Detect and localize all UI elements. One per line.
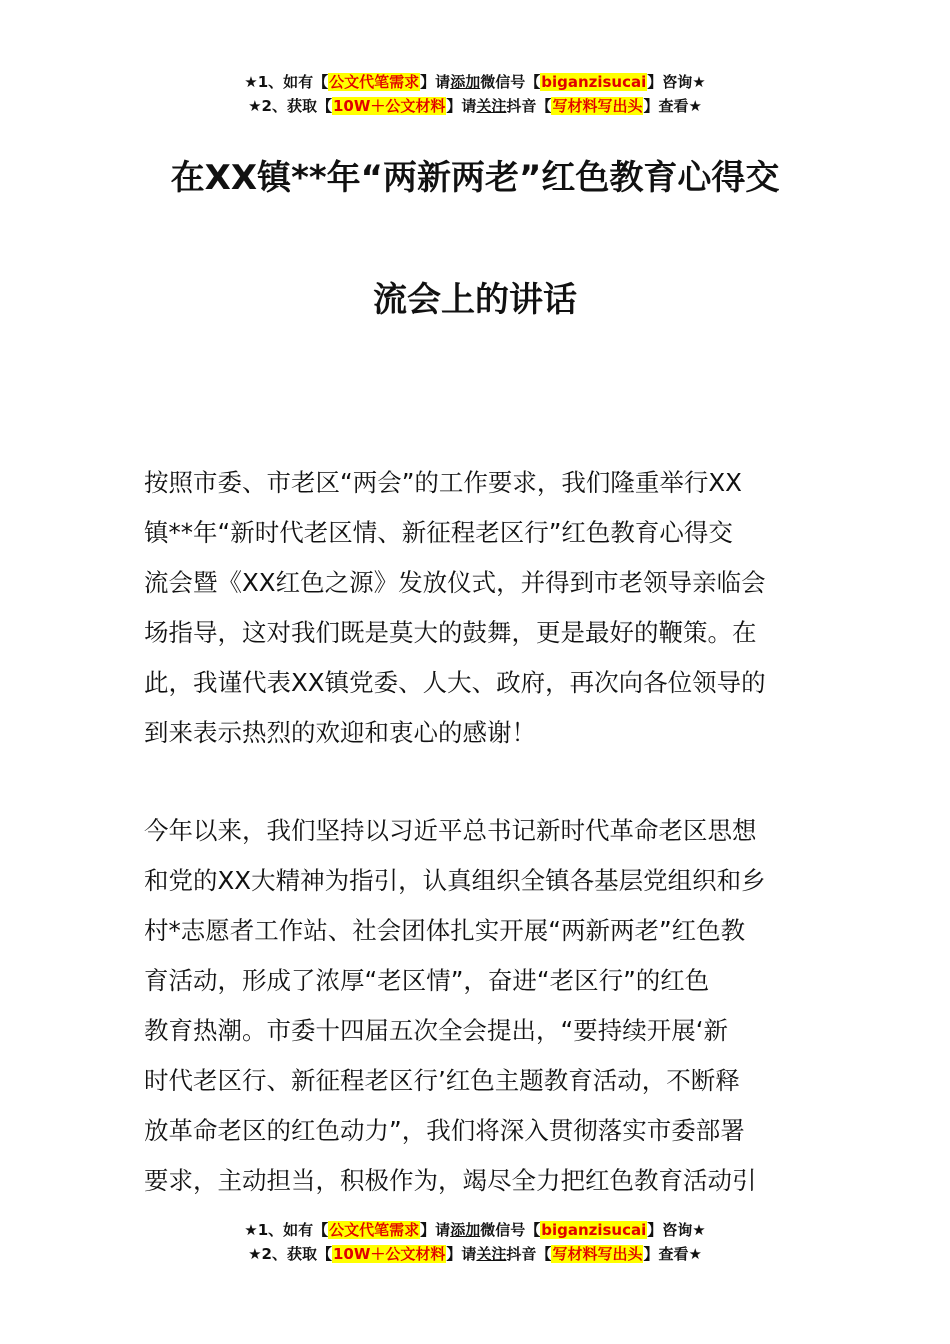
paragraph-line: 时代老区行、新征程老区行’红色主题教育活动，不断释: [144, 1066, 740, 1095]
banner-text: 】请: [446, 97, 477, 115]
banner-text: ★2、获取【: [248, 97, 332, 115]
banner-wechat-id: biganzisucai: [541, 1221, 647, 1239]
banner-line-2: [0, 1242, 950, 1266]
banner-underlined-text: 添加: [450, 1221, 481, 1239]
banner-text: 微信号【: [480, 73, 541, 91]
banner-underlined-text: 添加: [450, 73, 481, 91]
banner-douyin-name: 写材料写出头: [552, 97, 643, 115]
banner-text: ★1、如有【: [244, 73, 329, 91]
document-title-line-2: 流会上的讲话: [373, 280, 577, 320]
document-title-line-1: 在XX镇**年“两新两老”红色教育心得交: [170, 158, 780, 198]
banner-text: ★2、获取【: [248, 1245, 332, 1263]
banner-line-1: [0, 1218, 950, 1242]
banner-douyin-name: 写材料写出头: [552, 1245, 643, 1263]
paragraph-line: 今年以来，我们坚持以习近平总书记新时代革命老区思想: [144, 816, 757, 845]
banner-text: 抖音【: [506, 1245, 552, 1263]
paragraph-line: 流会暨《XX红色之源》发放仪式，并得到市老领导亲临会: [144, 568, 766, 597]
paragraph-line: 到来表示热烈的欢迎和衷心的感谢！: [144, 718, 536, 747]
banner-text: 】请: [420, 73, 451, 91]
banner-highlight: 公文代笔需求: [329, 1221, 420, 1239]
paragraph-line: 镇**年“新时代老区情、新征程老区行”红色教育心得交: [144, 518, 733, 547]
banner-text: 】查看★: [643, 97, 702, 115]
banner-text: 】请: [446, 1245, 477, 1263]
banner-underlined-text: 关注: [476, 97, 507, 115]
banner-text: ★1、如有【: [244, 1221, 329, 1239]
banner-highlight: 10W＋公文材料: [332, 1245, 446, 1263]
banner-text: 】查看★: [643, 1245, 702, 1263]
header-banner: [0, 70, 950, 118]
footer-banner: [0, 1218, 950, 1266]
paragraph-line: 村*志愿者工作站、社会团体扎实开展“两新两老”红色教: [144, 916, 746, 945]
banner-text: 】咨询★: [647, 73, 706, 91]
banner-line-2: [0, 94, 950, 118]
banner-highlight: 10W＋公文材料: [332, 97, 446, 115]
paragraph-line: 此，我谨代表XX镇党委、人大、政府，再次向各位领导的: [144, 668, 766, 697]
banner-highlight: 公文代笔需求: [329, 73, 420, 91]
body-paragraph-2: [144, 806, 808, 1206]
paragraph-line: 场指导，这对我们既是莫大的鼓舞，更是最好的鞭策。在: [144, 618, 757, 647]
paragraph-line: 育活动，形成了浓厚“老区情”，奋进“老区行”的红色: [144, 966, 710, 995]
paragraph-line: 和党的XX大精神为指引，认真组织全镇各基层党组织和乡: [144, 866, 766, 895]
paragraph-line: 教育热潮。市委十四届五次全会提出，“要持续开展‘新: [144, 1016, 728, 1045]
banner-text: 】请: [420, 1221, 451, 1239]
banner-text: 】咨询★: [647, 1221, 706, 1239]
body-paragraph-1: [144, 458, 808, 758]
paragraph-line: 放革命老区的红色动力”，我们将深入贯彻落实市委部署: [144, 1116, 745, 1145]
banner-wechat-id: biganzisucai: [541, 73, 647, 91]
banner-line-1: [0, 70, 950, 94]
banner-underlined-text: 关注: [476, 1245, 507, 1263]
banner-text: 微信号【: [480, 1221, 541, 1239]
paragraph-line: 按照市委、市老区“两会”的工作要求，我们隆重举行XX: [144, 468, 742, 497]
paragraph-line: 要求，主动担当，积极作为，竭尽全力把红色教育活动引: [144, 1166, 757, 1195]
banner-text: 抖音【: [506, 97, 552, 115]
